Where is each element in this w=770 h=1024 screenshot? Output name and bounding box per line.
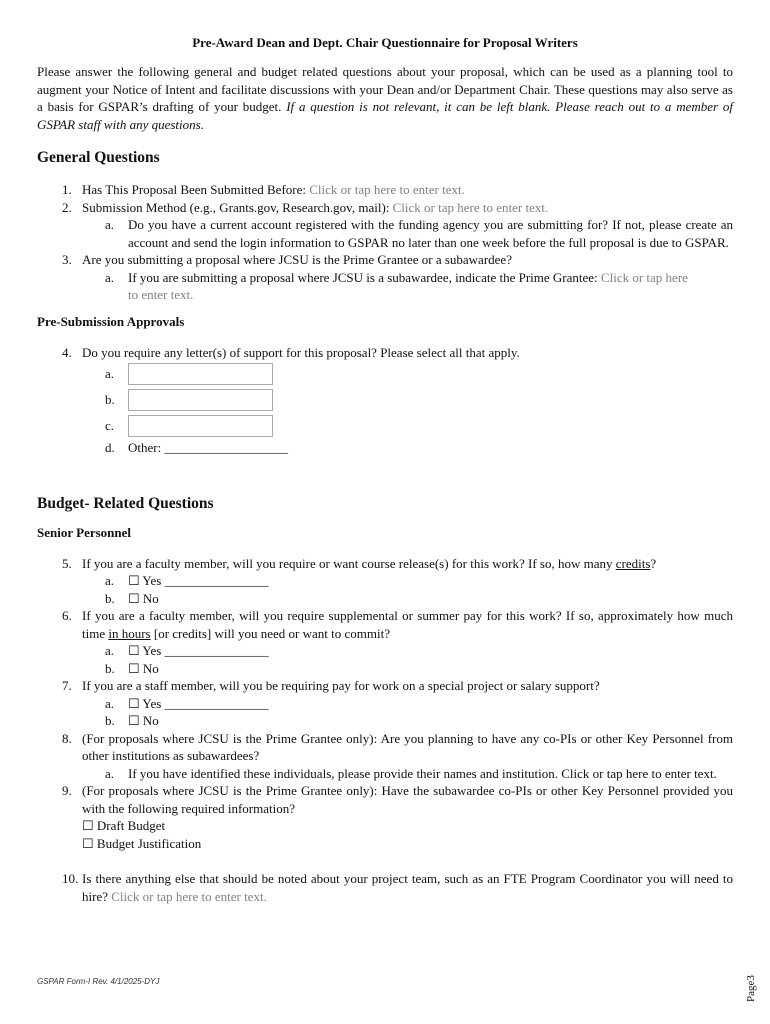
q7-yes: a. ☐ Yes ________________ (105, 695, 733, 713)
question-9: 9. (For proposals where JCSU is the Prime Grantee only): Have the subawardee co-PIs or other Key Personnel provided you with the following required information? ☐ Draft Budget ☐ Budget Justification (62, 783, 733, 851)
general-questions-heading: General Questions (37, 149, 160, 166)
text-field-q10[interactable]: Click or tap here to enter text. (111, 888, 267, 904)
question-8: 8. (For proposals where JCSU is the Prime Grantee only): Are you planning to have any co-PIs or other Key Personnel from other institutions as subawardees? (62, 730, 733, 763)
q5-no-checkbox[interactable]: ☐ No (128, 590, 159, 606)
letter-option-c: c. (105, 413, 733, 439)
q6-no: b. ☐ No (105, 660, 733, 678)
text-field-q2[interactable]: Click or tap here to enter text. (392, 199, 549, 215)
document-title: Pre-Award Dean and Dept. Chair Questionnaire for Proposal Writers (192, 35, 578, 50)
intro-italic: If a question is not relevant, it can be left blank. Please reach out to a member of GSPAR staff with any questions. (37, 99, 733, 132)
letter-option-a: a. (105, 361, 733, 387)
text-field-prime-grantee-cont[interactable]: to enter text. (128, 287, 194, 302)
question-5: 5. If you are a faculty member, will you require or want course release(s) for this work? If so, how many credits? (62, 555, 657, 571)
document-page (37, 30, 733, 905)
question-3: 3. Are you submitting a proposal where JCSU is the Prime Grantee or a subawardee? (62, 252, 512, 267)
question-8a: a. If you have identified these individuals, please provide their names and institution. Click or tap here to enter text. (105, 765, 717, 781)
footer-form-id: GSPAR Form-I Rev. 4/1/2025-DYJ (37, 977, 160, 986)
text-field-q1[interactable]: Click or tap here to enter text. (309, 182, 465, 197)
question-7: 7. If you are a staff member, will you be requiring pay for work on a special project or salary support? (62, 678, 600, 693)
q6-no-checkbox[interactable]: ☐ No (128, 660, 159, 676)
q6-yes-checkbox[interactable]: ☐ Yes ________________ (128, 643, 269, 658)
question-3a: a. If you are submitting a proposal where JCSU is a subawardee, indicate the Prime Grantee: Click or tap here to enter text. (105, 269, 688, 302)
senior-personnel-heading: Senior Personnel (37, 524, 132, 540)
letter-input-b[interactable] (128, 389, 273, 411)
q5-yes-checkbox[interactable]: ☐ Yes ________________ (128, 573, 269, 588)
question-2: 2. Submission Method (e.g., Grants.gov, Research.gov, mail): Click or tap here to enter text. (62, 199, 549, 215)
q6-yes: a. ☐ Yes ________________ (105, 642, 733, 660)
question-1: 1. Has This Proposal Been Submitted Before: Click or tap here to enter text. (62, 182, 465, 197)
q5-no: b. ☐ No (105, 590, 733, 608)
letter-input-c[interactable] (128, 415, 273, 437)
q7-no-checkbox[interactable]: ☐ No (128, 713, 159, 728)
budget-justification-checkbox[interactable]: ☐ Budget Justification (82, 835, 202, 851)
other-field[interactable]: Other: ___________________ (128, 440, 288, 455)
q7-yes-checkbox[interactable]: ☐ Yes ________________ (128, 695, 269, 711)
question-4: 4. Do you require any letter(s) of support for this proposal? Please select all that apply. (62, 344, 520, 360)
pre-submission-heading: Pre-Submission Approvals (37, 313, 185, 329)
question-10: 10. Is there anything else that should be noted about your project team, such as an FTE Program Coordinator you will need to hire? Click or tap here to enter text. (62, 871, 733, 904)
budget-questions-heading: Budget- Related Questions (37, 494, 214, 512)
intro-paragraph (37, 63, 733, 133)
q5-yes: a. ☐ Yes ________________ (105, 572, 733, 590)
intro-text: Please answer the following general and budget related questions about your proposal, which can be used as a planning tool to augment your Notice of Intent and facilitate discussions with your Dean and/or Department Chair. These questions may also serve as a basis for GSPAR’s drafting of your budget. (37, 64, 733, 114)
letter-input-a[interactable] (128, 363, 273, 385)
letter-option-b: b. (105, 387, 733, 413)
q7-no: b. ☐ No (105, 712, 733, 730)
letter-option-d: d. Other: ___________________ (105, 439, 733, 457)
page-number: Page3 (745, 975, 757, 1002)
text-field-prime-grantee[interactable]: Click or tap here (600, 269, 688, 285)
question-6: 6. If you are a faculty member, will you require supplemental or summer pay for this work? If so, approximately how much time in hours [or credits] will you need or want to commit? (62, 608, 733, 641)
question-2a: a. Do you have a current account registered with the funding agency you are submitting for? If not, please create an account and send the login information to GSPAR no later than one week before the full proposal is due to GSPAR. (105, 217, 733, 250)
draft-budget-checkbox[interactable]: ☐ Draft Budget (82, 818, 166, 833)
